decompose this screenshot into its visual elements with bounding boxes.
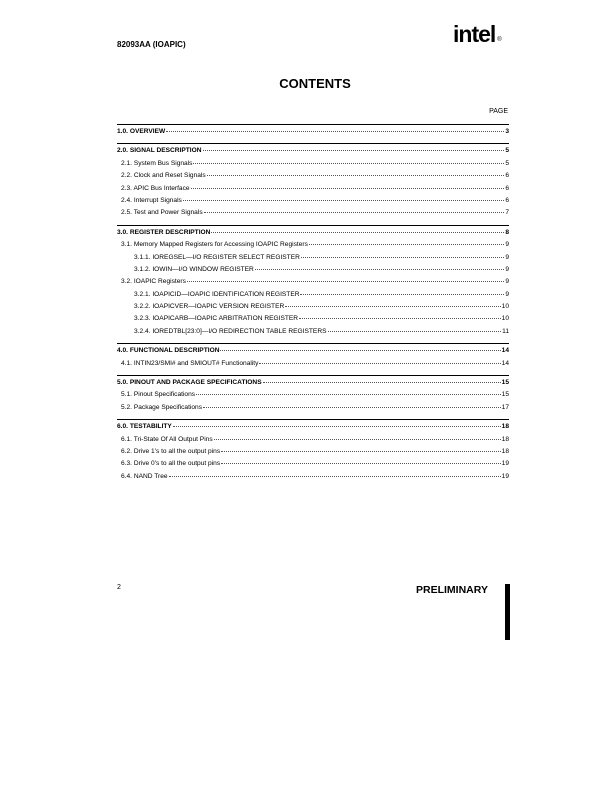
toc-entry-page: 9	[505, 265, 509, 273]
toc-entry[interactable]	[117, 264, 509, 276]
toc-entry-label: 3.2.4. IOREDTBL[23:0]—I/O REDIRECTION TABLE REGISTERS	[134, 327, 327, 335]
toc-leader-dots	[220, 349, 500, 351]
toc-section	[117, 343, 509, 370]
toc-section	[117, 375, 509, 414]
toc-entry[interactable]	[117, 326, 509, 338]
toc-leader-dots	[301, 256, 504, 258]
toc-entry[interactable]	[117, 195, 509, 207]
toc-entry-label: 5.0. PINOUT AND PACKAGE SPECIFICATIONS	[117, 379, 262, 387]
toc-leader-dots	[285, 305, 500, 307]
toc-entry[interactable]	[117, 239, 509, 251]
toc-entry-page: 18	[501, 423, 509, 431]
toc-leader-dots	[193, 162, 504, 164]
toc-section	[117, 225, 509, 339]
toc-leader-dots	[259, 362, 500, 364]
toc-leader-dots	[207, 174, 505, 176]
toc-leader-dots	[183, 199, 504, 201]
contents-heading: CONTENTS	[279, 76, 351, 91]
toc-entry-page: 9	[505, 241, 509, 249]
toc-entry[interactable]	[117, 170, 509, 182]
toc-entry[interactable]	[117, 446, 509, 458]
toc-entry-page: 9	[505, 290, 509, 298]
toc-entry-label: 6.0. TESTABILITY	[117, 423, 172, 431]
toc-leader-dots	[255, 268, 505, 270]
toc-entry-page: 5	[505, 147, 509, 155]
toc-leader-dots	[221, 462, 501, 464]
toc-leader-dots	[328, 330, 502, 332]
toc-leader-dots	[173, 425, 501, 427]
toc-entry[interactable]	[117, 126, 509, 138]
toc-entry-label: 3.2.3. IOAPICARB—IOAPIC ARBITRATION REGISTER	[134, 315, 299, 323]
table-of-contents	[117, 124, 509, 488]
toc-section	[117, 143, 509, 219]
change-bar	[505, 584, 510, 640]
toc-entry-page: 14	[501, 347, 509, 355]
toc-entry-page: 10	[501, 315, 509, 323]
toc-entry-label: 4.1. INTIN23/SMI# and SMIOUT# Functionality	[121, 359, 259, 367]
toc-entry-page: 3	[505, 128, 509, 135]
toc-leader-dots	[187, 280, 504, 282]
toc-entry[interactable]	[117, 345, 509, 357]
toc-entry-page: 10	[501, 303, 509, 311]
toc-entry[interactable]	[117, 458, 509, 470]
toc-leader-dots	[191, 187, 505, 189]
toc-entry-page: 18	[501, 447, 509, 455]
toc-leader-dots	[204, 211, 505, 213]
toc-entry-label: 3.1.2. IOWIN—I/O WINDOW REGISTER	[134, 265, 254, 273]
toc-entry-label: 6.2. Drive 1's to all the output pins	[121, 447, 221, 455]
toc-entry-page: 6	[505, 184, 509, 192]
footer-page-number: 2	[117, 584, 121, 591]
toc-entry-page: 6	[505, 172, 509, 180]
toc-entry[interactable]	[117, 276, 509, 288]
registered-mark: ®	[497, 37, 502, 43]
toc-section	[117, 419, 509, 483]
toc-entry[interactable]	[117, 183, 509, 195]
toc-entry-label: 2.1. System Bus Signals	[121, 159, 193, 167]
toc-entry-label: 6.4. NAND Tree	[121, 472, 168, 480]
toc-leader-dots	[263, 381, 501, 383]
toc-entry-label: 1.0. OVERVIEW	[117, 128, 166, 135]
document-title: 82093AA (IOAPIC)	[117, 40, 186, 49]
toc-entry-label: 2.4. Interrupt Signals	[121, 196, 182, 204]
toc-entry-page: 15	[501, 379, 509, 387]
toc-entry-label: 2.5. Test and Power Signals	[121, 209, 203, 217]
toc-leader-dots	[299, 317, 501, 319]
toc-entry[interactable]	[117, 301, 509, 313]
toc-entry-page: 15	[501, 391, 509, 399]
toc-section	[117, 124, 509, 138]
toc-entry[interactable]	[117, 313, 509, 325]
toc-entry[interactable]	[117, 207, 509, 219]
toc-entry[interactable]	[117, 227, 509, 239]
toc-entry[interactable]	[117, 289, 509, 301]
page-column-label: PAGE	[489, 108, 508, 115]
toc-entry-label: 3.0. REGISTER DESCRIPTION	[117, 228, 211, 236]
toc-entry[interactable]	[117, 402, 509, 414]
toc-entry[interactable]	[117, 434, 509, 446]
toc-entry-page: 19	[501, 460, 509, 468]
toc-entry[interactable]	[117, 389, 509, 401]
toc-entry-label: 5.2. Package Specifications	[121, 403, 203, 411]
toc-entry-label: 3.2.2. IOAPICVER—IOAPIC VERSION REGISTER	[134, 303, 285, 311]
toc-leader-dots	[203, 149, 505, 151]
toc-entry-page: 5	[505, 159, 509, 167]
toc-entry-page: 9	[505, 278, 509, 286]
toc-leader-dots	[211, 231, 504, 233]
toc-entry-label: 4.0. FUNCTIONAL DESCRIPTION	[117, 347, 220, 355]
toc-leader-dots	[166, 130, 504, 132]
toc-entry-page: 17	[501, 403, 509, 411]
toc-entry-label: 3.2. IOAPIC Registers	[121, 278, 186, 286]
footer-status: PRELIMINARY	[416, 584, 488, 596]
toc-entry-page: 8	[505, 228, 509, 236]
toc-entry[interactable]	[117, 358, 509, 370]
toc-leader-dots	[196, 393, 501, 395]
toc-entry-page: 11	[502, 327, 509, 335]
toc-entry-page: 18	[501, 435, 509, 443]
toc-entry[interactable]	[117, 158, 509, 170]
toc-entry-label: 5.1. Pinout Specifications	[121, 391, 196, 399]
toc-entry[interactable]	[117, 145, 509, 157]
toc-entry-label: 3.2.1. IOAPICID—IOAPIC IDENTIFICATION REGISTER	[134, 290, 300, 298]
toc-entry-page: 6	[505, 196, 509, 204]
toc-entry-page: 14	[501, 359, 509, 367]
toc-entry[interactable]	[117, 421, 509, 433]
toc-entry-label: 3.1. Memory Mapped Registers for Accessing IOAPIC Registers	[121, 241, 308, 249]
toc-entry-label: 2.0. SIGNAL DESCRIPTION	[117, 147, 202, 155]
toc-entry-page: 19	[501, 472, 509, 480]
toc-entry[interactable]	[117, 471, 509, 483]
toc-entry-page: 9	[505, 253, 509, 261]
toc-entry-label: 6.1. Tri-State Of All Output Pins	[121, 435, 213, 443]
toc-entry-label: 2.2. Clock and Reset Signals	[121, 172, 206, 180]
toc-leader-dots	[309, 243, 504, 245]
toc-leader-dots	[300, 293, 504, 295]
toc-entry[interactable]	[117, 377, 509, 389]
toc-entry-label: 2.3. APIC Bus Interface	[121, 184, 190, 192]
toc-entry-label: 6.3. Drive 0's to all the output pins	[121, 460, 221, 468]
intel-logo	[453, 21, 502, 48]
toc-entry-page: 7	[505, 209, 509, 217]
toc-leader-dots	[214, 438, 501, 440]
toc-leader-dots	[203, 406, 501, 408]
toc-leader-dots	[221, 450, 501, 452]
logo-text: intel	[453, 21, 496, 47]
toc-entry[interactable]	[117, 252, 509, 264]
toc-leader-dots	[169, 475, 501, 477]
toc-entry-label: 3.1.1. IOREGSEL—I/O REGISTER SELECT REGISTER	[134, 253, 300, 261]
